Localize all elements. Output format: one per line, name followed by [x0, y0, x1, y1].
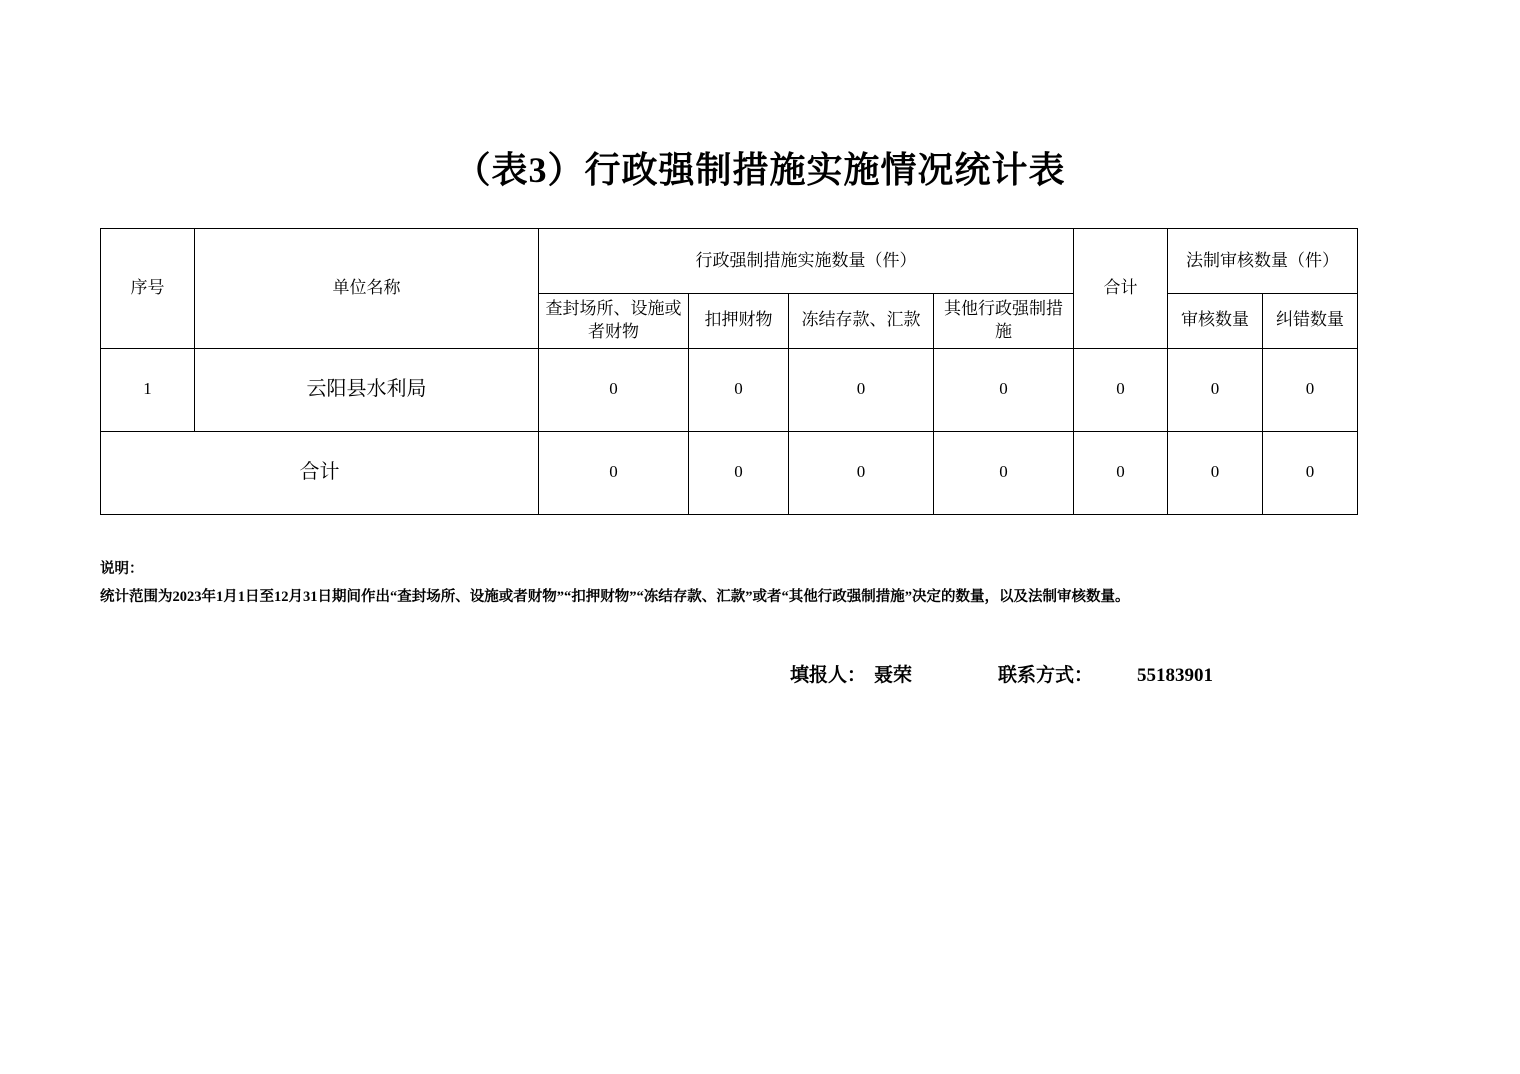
header-index: 序号: [101, 229, 195, 349]
header-measure-freeze: 冻结存款、汇款: [789, 294, 934, 349]
notes-section: [100, 556, 1420, 611]
cell-total-seal: 0: [539, 431, 689, 514]
header-unit-name: 单位名称: [195, 229, 539, 349]
header-measure-other: 其他行政强制措施: [934, 294, 1074, 349]
table-header-row-1: [101, 229, 1358, 294]
header-total: 合计: [1074, 229, 1168, 349]
cell-total-other: 0: [934, 431, 1074, 514]
statistics-table: [100, 228, 1358, 515]
contact-value: 55183901: [1137, 665, 1214, 686]
cell-detain: 0: [689, 348, 789, 431]
header-measures-group: 行政强制措施实施数量（件）: [539, 229, 1074, 294]
cell-total-sum: 0: [1074, 431, 1168, 514]
cell-total-label: 合计: [101, 431, 539, 514]
reporter-label: 填报人：: [790, 665, 867, 686]
cell-seal: 0: [539, 348, 689, 431]
header-measure-seal: 查封场所、设施或者财物: [539, 294, 689, 349]
header-review-group: 法制审核数量（件）: [1168, 229, 1358, 294]
table-row: [101, 348, 1358, 431]
cell-review-count: 0: [1168, 348, 1263, 431]
cell-index: 1: [101, 348, 195, 431]
header-review-count: 审核数量: [1168, 294, 1263, 349]
footer-section: [100, 660, 1420, 687]
notes-title: 说明：: [100, 561, 144, 577]
cell-total-freeze: 0: [789, 431, 934, 514]
cell-total-detain: 0: [689, 431, 789, 514]
cell-correction-count: 0: [1263, 348, 1358, 431]
cell-unit-name: 云阳县水利局: [195, 348, 539, 431]
cell-total-review-count: 0: [1168, 431, 1263, 514]
contact-label: 联系方式：: [998, 665, 1094, 686]
reporter-value: 聂荣: [874, 665, 913, 686]
header-measure-detain: 扣押财物: [689, 294, 789, 349]
cell-other: 0: [934, 348, 1074, 431]
cell-total: 0: [1074, 348, 1168, 431]
cell-total-correction-count: 0: [1263, 431, 1358, 514]
cell-freeze: 0: [789, 348, 934, 431]
page-title: （表3）行政强制措施实施情况统计表: [454, 150, 1066, 190]
notes-line-1: 统计范围为2023年1月1日至12月31日期间作出“查封场所、设施或者财物”“扣押财物”“冻结存款、汇款”或者“其他行政强制措施”决定的数量，以及法制审核数量。: [100, 588, 1130, 605]
header-correction-count: 纠错数量: [1263, 294, 1358, 349]
table-total-row: [101, 431, 1358, 514]
